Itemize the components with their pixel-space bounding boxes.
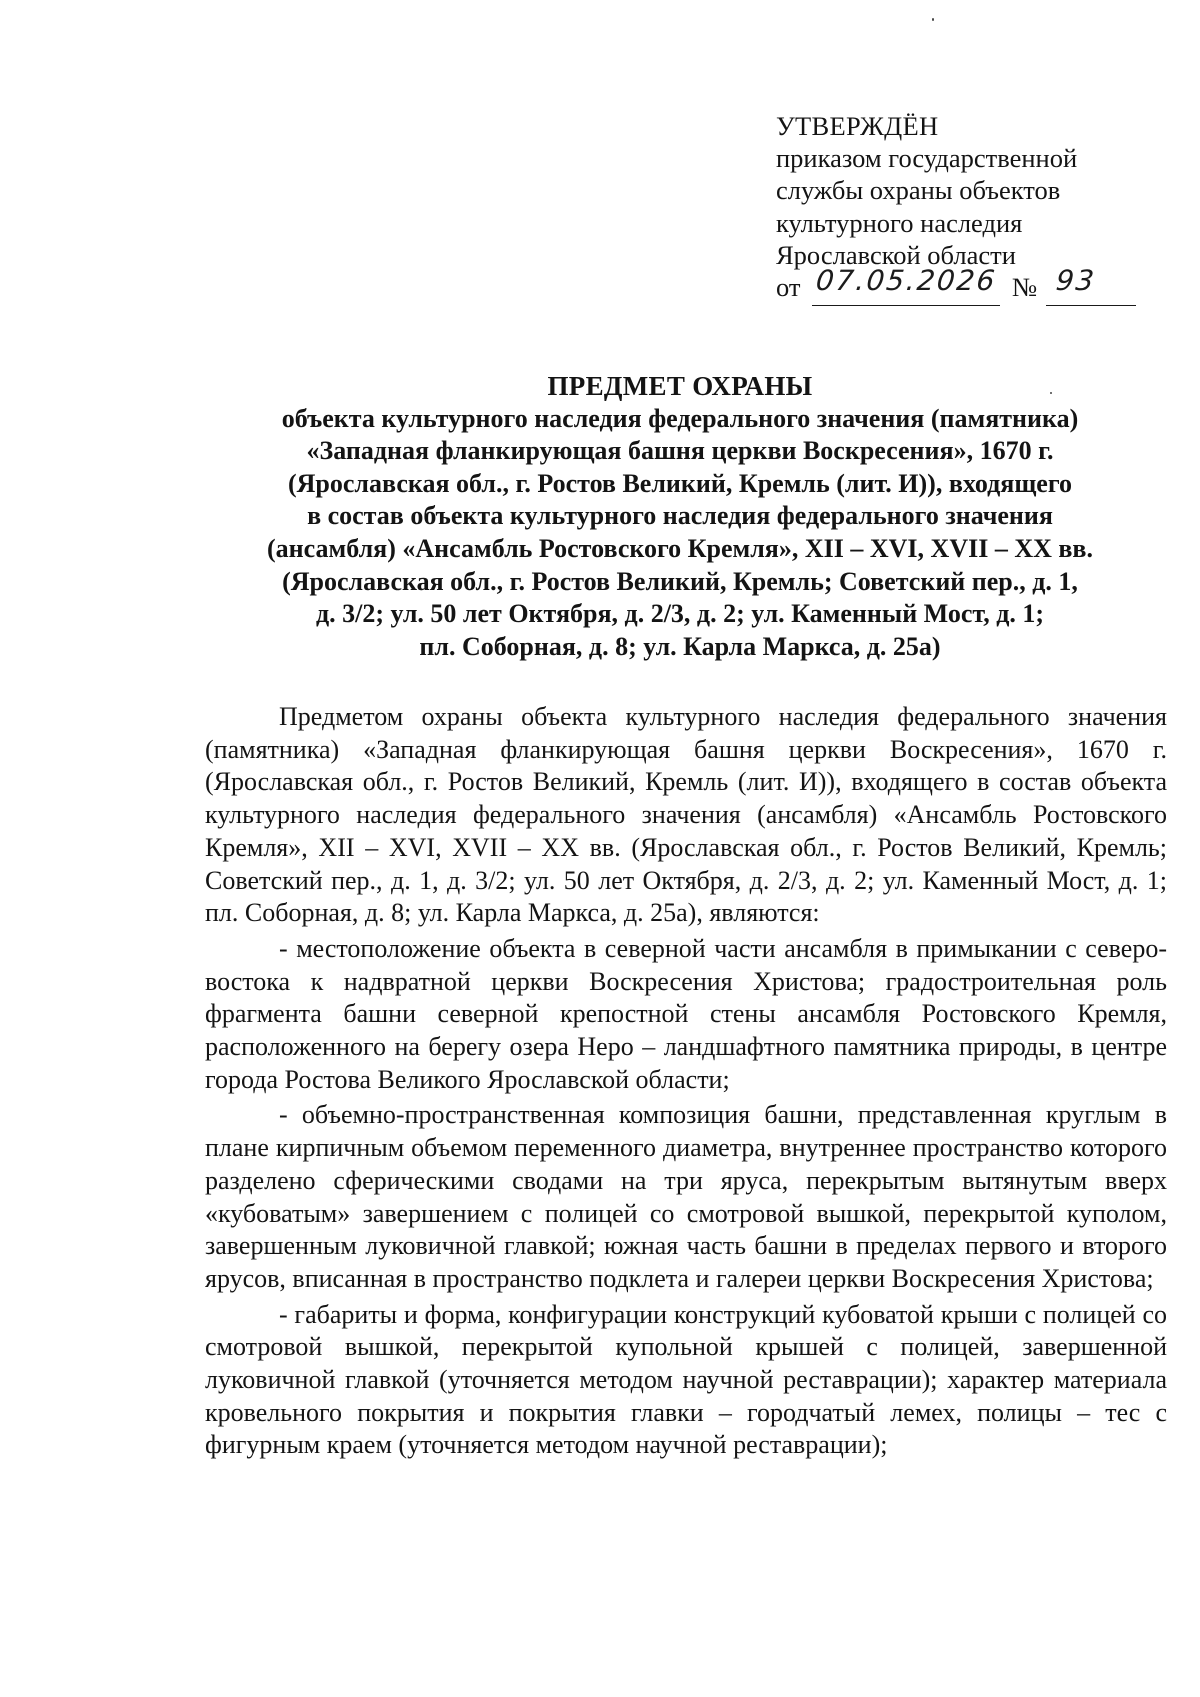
document-body bbox=[205, 701, 1167, 1462]
document-title: ПРЕДМЕТ ОХРАНЫ bbox=[547, 371, 813, 401]
document-heading bbox=[210, 370, 1150, 663]
heading-line: (Ярославская обл., г. Ростов Великий, Кремль; Советский пер., д. 1, bbox=[282, 566, 1078, 596]
heading-line: д. 3/2; ул. 50 лет Октября, д. 2/3, д. 2; ул. Каменный Мост, д. 1; bbox=[315, 599, 1045, 629]
heading-line: в состав объекта культурного наследия федерального значения bbox=[307, 501, 1053, 531]
scan-speck bbox=[1050, 392, 1052, 394]
heading-line: пл. Соборная, д. 8; ул. Карла Маркса, д. 25а) bbox=[419, 631, 941, 661]
heading-line: «Западная фланкирующая башня церкви Воскресения», 1670 г. bbox=[306, 436, 1054, 466]
scan-speck bbox=[932, 18, 934, 21]
approval-line: службы охраны объектов bbox=[776, 175, 1061, 206]
approval-block bbox=[776, 110, 1156, 305]
approval-date-line bbox=[776, 264, 1156, 305]
protection-item: - местоположение объекта в северной части ансамбля в примыкании с северо-востока к надвратной церкви Воскресения Христова; градостроительная роль фрагмента башни северной крепостной стены ансамбля Ростовского Кремля, расположенного на берегу озера Неро – ландшафтного памятника природы, в центре города Ростова Великого Ярославской области; bbox=[205, 933, 1167, 1094]
approval-line: культурного наследия bbox=[776, 207, 1023, 238]
date-prefix: от bbox=[776, 272, 801, 303]
handwritten-date: 07.05.2026 bbox=[814, 264, 999, 298]
approval-stamp: УТВЕРЖДЁН bbox=[776, 111, 939, 141]
protection-item: - габариты и форма, конфигурации конструкций кубоватой крыши с полицей со смотровой вышкой, перекрытой купольной крышей с полицей, завершенной луковичной главкой (уточняется методом научной реставрации); характер материала кровельного покрытия и покрытия главки – городчатый лемех, полицы – тес с фигурным краем (уточняется методом научной реставрации); bbox=[205, 1299, 1167, 1460]
handwritten-number: 93 bbox=[1054, 264, 1098, 298]
number-prefix: № bbox=[1012, 272, 1038, 303]
protection-item: - объемно-пространственная композиция башни, представленная круглым в плане кирпичным объемом переменного диаметра, внутреннее пространство которого разделено сферическими сводами на три яруса, перекрытым вытянутым вверх «кубоватым» завершением с полицей со смотровой вышкой, перекрытой куполом, завершенным луковичной главкой; южная часть башни в пределах первого и второго ярусов, вписанная в пространство подклета и галереи церкви Воскресения Христова; bbox=[205, 1100, 1167, 1293]
approval-line: приказом государственной bbox=[776, 143, 1078, 174]
heading-line: (ансамбля) «Ансамбль Ростовского Кремля», XII – XVI, XVII – XX вв. bbox=[267, 533, 1093, 563]
heading-line: (Ярославская обл., г. Ростов Великий, Кремль (лит. И)), входящего bbox=[287, 468, 1073, 498]
intro-paragraph: Предметом охраны объекта культурного наследия федерального значения (памятника) «Западная фланкирующая башня церкви Воскресения», 1670 г. (Ярославская обл., г. Ростов Великий, Кремль (лит. И)), входящего в состав объекта культурного наследия федерального значения (ансамбля) «Ансамбль Ростовского Кремля», XII – XVI, XVII – XX вв. (Ярославская обл., г. Ростов Великий, Кремль; Советский пер., д. 1, д. 3/2; ул. 50 лет Октября, д. 2/3, д. 2; ул. Каменный Мост, д. 1; пл. Соборная, д. 8; ул. Карла Маркса, д. 25а), являются: bbox=[205, 702, 1167, 928]
heading-line: объекта культурного наследия федерального значения (памятника) bbox=[281, 403, 1079, 433]
approval-line: Ярославской области bbox=[776, 239, 1016, 270]
